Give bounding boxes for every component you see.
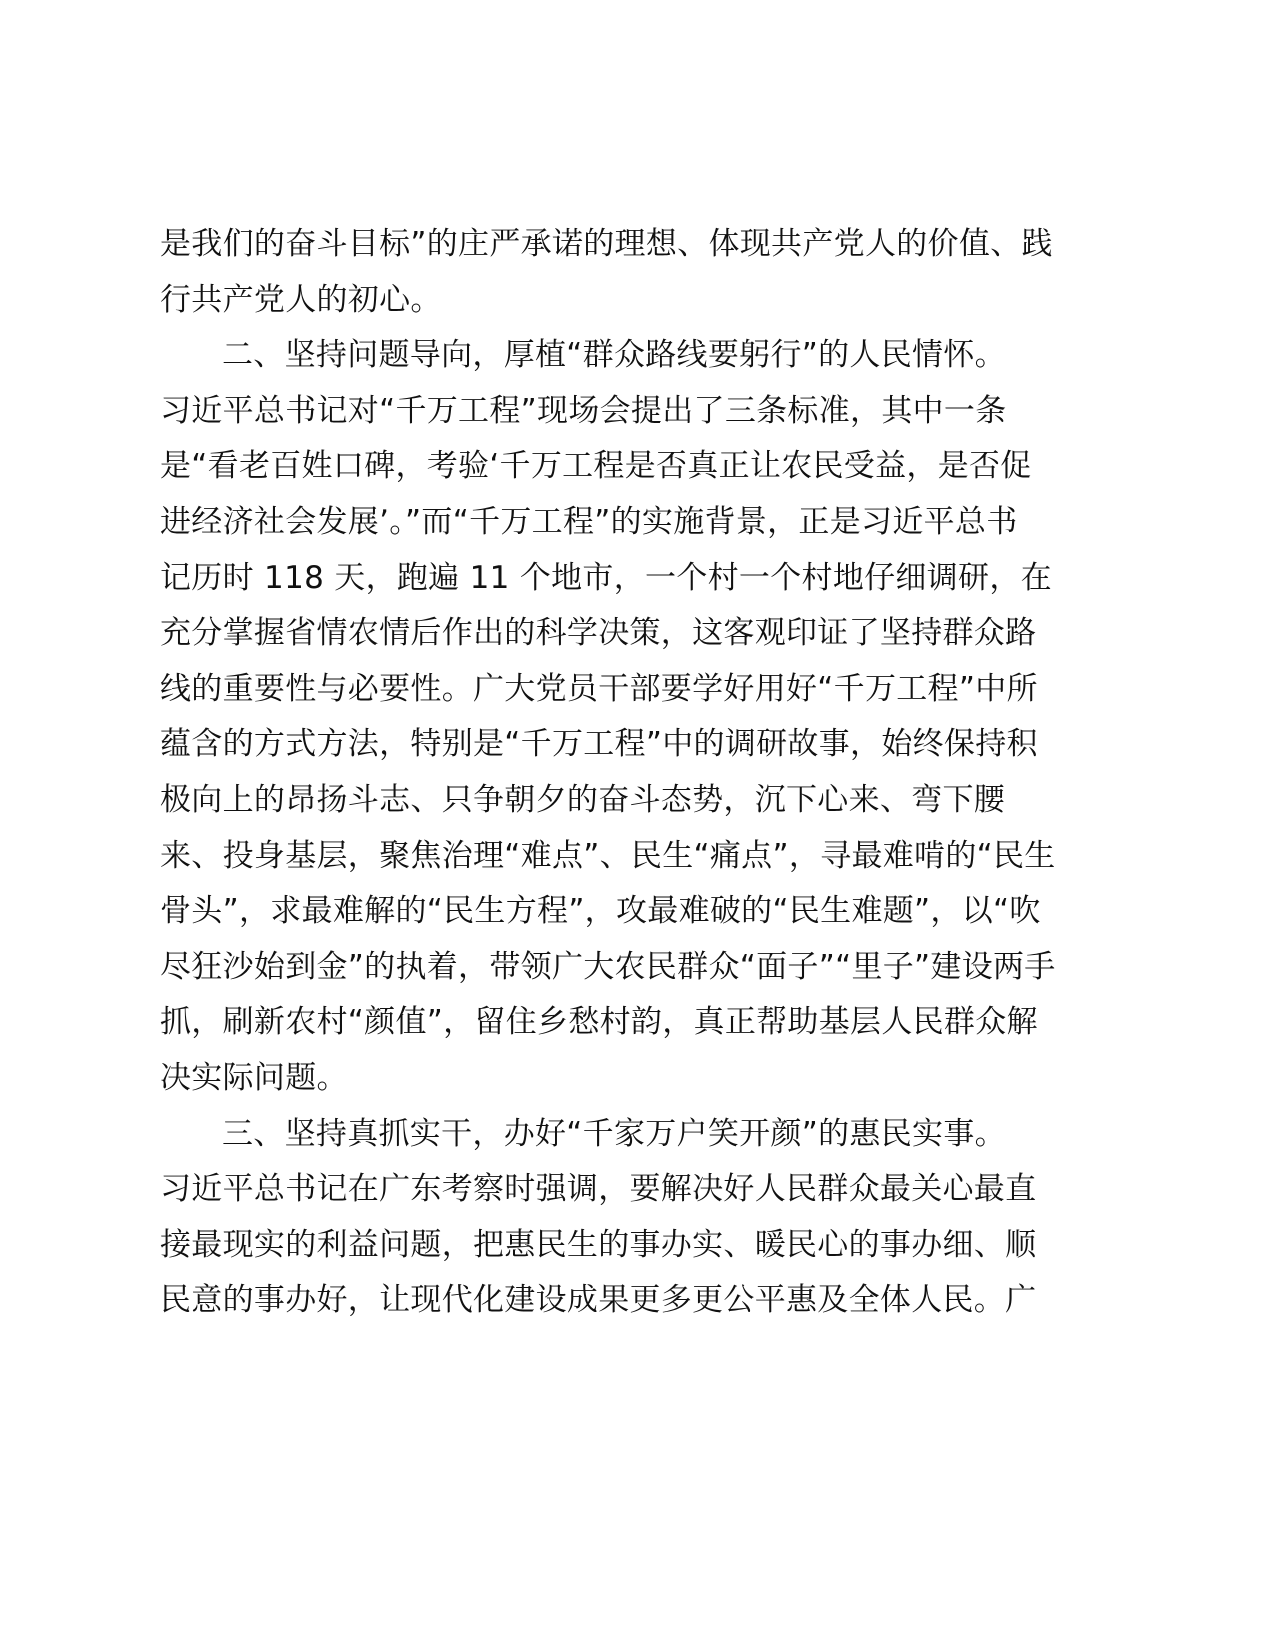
text-line-14: 尽狂沙始到金”的执着，带领广大农民群众“面子”“里子”建设两手 (160, 948, 1056, 985)
text-line-10: 蕴含的方式方法，特别是“千万工程”中的调研故事，始终保持积 (160, 726, 1038, 763)
text-line-8: 充分掌握省情农情后作出的科学决策，这客观印证了坚持群众路 (160, 615, 1037, 652)
text-line-12: 来、投身基层，聚焦治理“难点”、民生“痛点”，寻最难啃的“民生 (160, 837, 1056, 874)
section-heading-3: 三、坚持真抓实干，办好“千家万户笑开颜”的惠民实事。 (222, 1115, 1006, 1152)
text-line-5: 是“看老百姓口碑，考验‘千万工程是否真正让农民受益，是否促 (160, 448, 1032, 485)
text-line-15: 抓，刷新农村“颜值”，留住乡愁村韵，真正帮助基层人民群众解 (160, 1004, 1038, 1041)
text-line-13: 骨头”，求最难解的“民生方程”，攻最难破的“民生难题”，以“吹 (160, 893, 1041, 930)
text-line-19: 接最现实的利益问题，把惠民生的事办实、暖民心的事办细、顺 (160, 1226, 1037, 1263)
text-line-16: 决实际问题。 (160, 1059, 348, 1096)
text-line-20: 民意的事办好，让现代化建设成果更多更公平惠及全体人民。广 (160, 1282, 1037, 1319)
text-line-6: 进经济社会发展’。”而“千万工程”的实施背景，正是习近平总书 (160, 503, 1018, 540)
text-line-2: 行共产党人的初心。 (160, 281, 442, 318)
text-line-7: 记历时 118 天，跑遍 11 个地市，一个村一个村地仔细调研，在 (160, 559, 1052, 596)
text-line-18: 习近平总书记在广东考察时强调，要解决好人民群众最关心最直 (160, 1171, 1037, 1208)
text-line-4: 习近平总书记对“千万工程”现场会提出了三条标准，其中一条 (160, 392, 1007, 429)
body-text (160, 217, 1080, 1329)
text-line-1: 是我们的奋斗目标”的庄严承诺的理想、体现共产党人的价值、践 (160, 226, 1053, 262)
text-line-11: 极向上的昂扬斗志、只争朝夕的奋斗态势，沉下心来、弯下腰 (160, 781, 1006, 818)
section-heading-2: 二、坚持问题导向，厚植“群众路线要躬行”的人民情怀。 (222, 337, 1006, 374)
text-line-9: 线的重要性与必要性。广大党员干部要学好用好“千万工程”中所 (160, 670, 1038, 707)
